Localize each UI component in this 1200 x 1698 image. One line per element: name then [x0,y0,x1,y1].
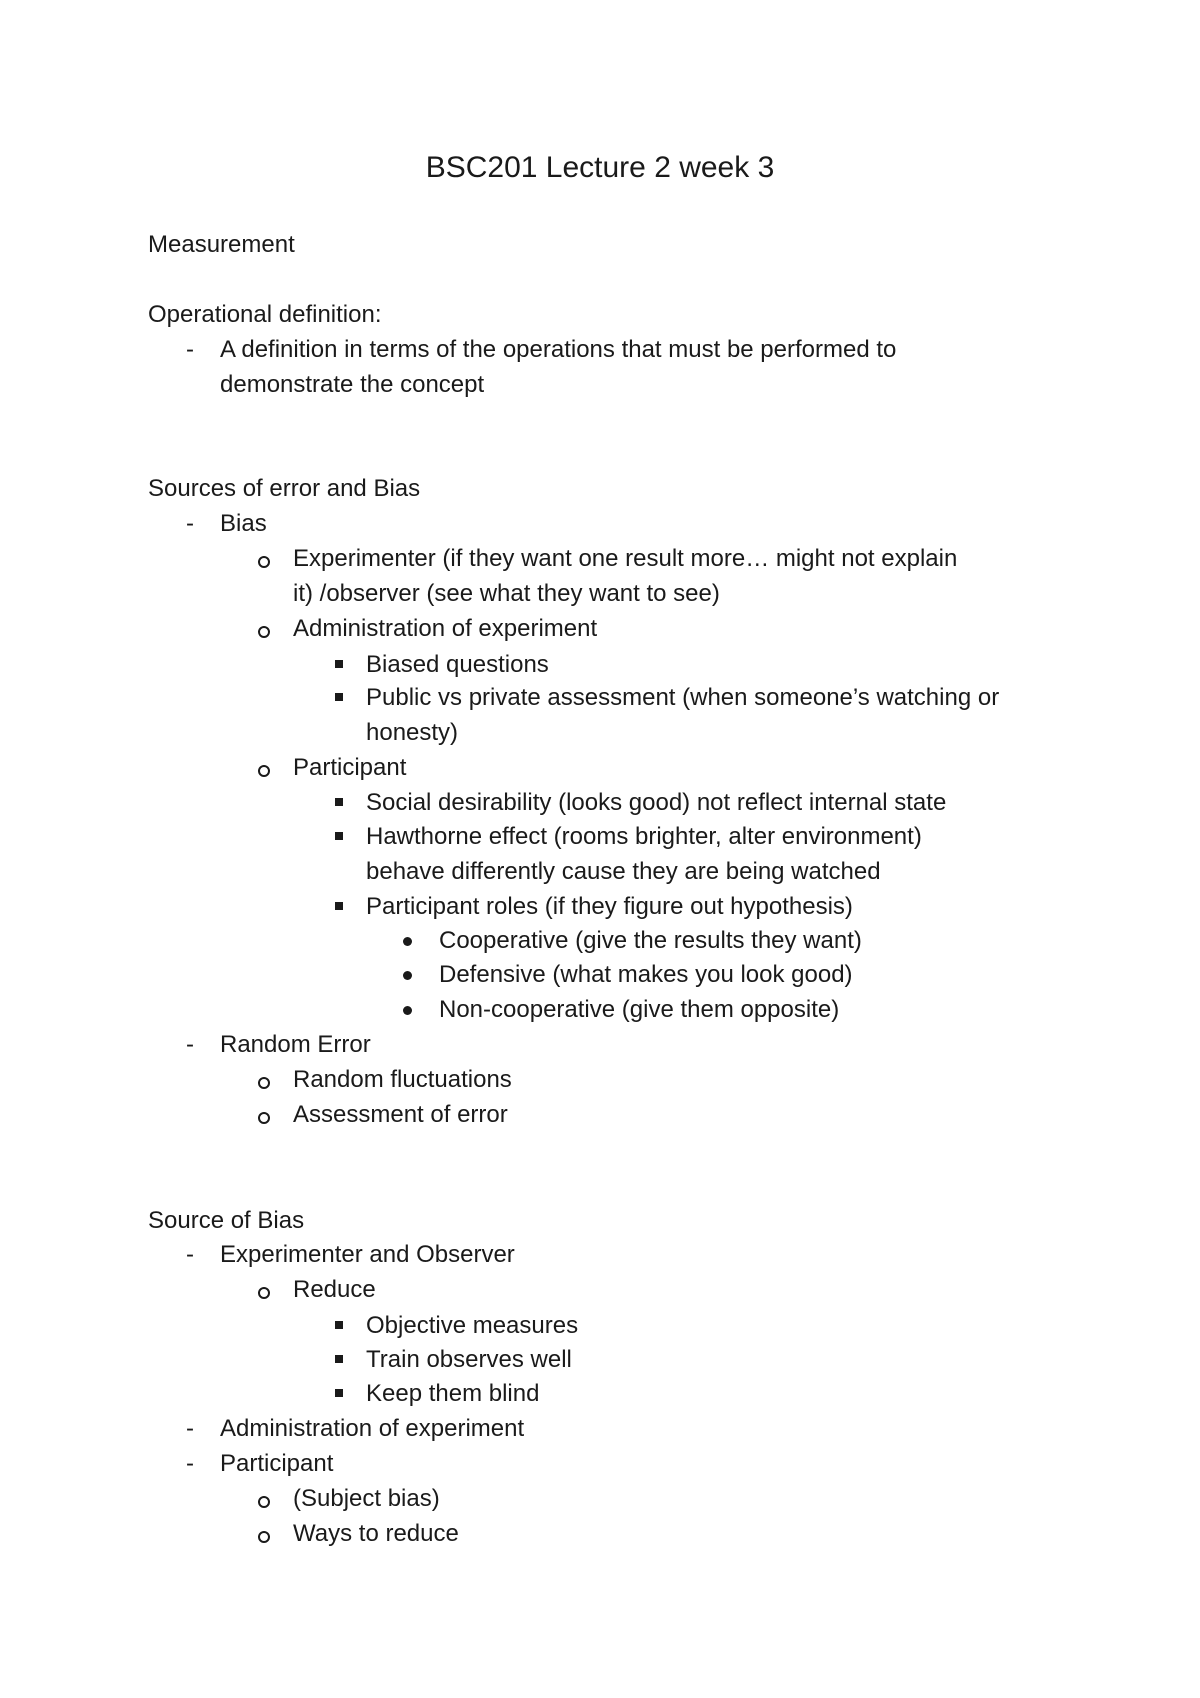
list-item-reduce: Reduce [293,1276,376,1303]
dash-bullet: - [186,510,194,537]
circle-bullet-icon [258,1496,270,1508]
list-item-administration: Administration of experiment [293,615,598,642]
square-bullet-icon [335,902,343,910]
list-item-random-fluctuations: Random fluctuations [293,1066,512,1093]
list-item-biased-questions: Biased questions [366,651,549,678]
section-heading-measurement: Measurement [148,231,295,258]
list-item-defensive: Defensive (what makes you look good) [439,961,853,988]
square-bullet-icon [335,693,343,701]
list-item-experimenter-line1: Experimenter (if they want one result more… might not explain [293,545,958,572]
operational-definition-text-line1: A definition in terms of the operations that must be performed to [220,336,897,363]
section-heading-sources-error-bias: Sources of error and Bias [148,475,421,502]
square-bullet-icon [335,1389,343,1397]
list-item-participant-roles: Participant roles (if they figure out hypothesis) [366,893,853,920]
list-item-bias: Bias [220,510,267,537]
operational-definition-label: Operational definition: [148,301,382,328]
list-item-subject-bias: (Subject bias) [293,1485,440,1512]
list-item-cooperative: Cooperative (give the results they want) [439,927,862,954]
circle-bullet-icon [258,626,270,638]
section-heading-source-of-bias: Source of Bias [148,1207,305,1234]
square-bullet-icon [335,798,343,806]
round-bullet-icon [403,937,412,946]
square-bullet-icon [335,660,343,668]
list-item-assessment-error: Assessment of error [293,1101,508,1128]
dash-bullet: - [186,336,194,363]
list-item-public-private-line2: honesty) [366,719,459,746]
list-item-objective-measures: Objective measures [366,1312,579,1339]
list-item-participant: Participant [220,1450,334,1477]
list-item-non-cooperative: Non-cooperative (give them opposite) [439,996,840,1023]
circle-bullet-icon [258,1112,270,1124]
dash-bullet: - [186,1415,194,1442]
round-bullet-icon [403,971,412,980]
list-item-experimenter-observer: Experimenter and Observer [220,1241,515,1268]
list-item-experimenter-line2: it) /observer (see what they want to see) [293,580,720,607]
list-item-participant: Participant [293,754,407,781]
circle-bullet-icon [258,765,270,777]
list-item-random-error: Random Error [220,1031,371,1058]
operational-definition-text-line2: demonstrate the concept [220,371,485,398]
page-title: BSC201 Lecture 2 week 3 [425,151,775,184]
circle-bullet-icon [258,1531,270,1543]
list-item-keep-blind: Keep them blind [366,1380,540,1407]
dash-bullet: - [186,1241,194,1268]
list-item-administration-experiment: Administration of experiment [220,1415,525,1442]
dash-bullet: - [186,1031,194,1058]
list-item-hawthorne-line1: Hawthorne effect (rooms brighter, alter environment) [366,823,922,850]
square-bullet-icon [335,1321,343,1329]
square-bullet-icon [335,1355,343,1363]
square-bullet-icon [335,832,343,840]
circle-bullet-icon [258,1287,270,1299]
list-item-public-private-line1: Public vs private assessment (when someone’s watching or [366,684,1000,711]
list-item-hawthorne-line2: behave differently cause they are being watched [366,858,881,885]
list-item-train-observers: Train observes well [366,1346,572,1373]
round-bullet-icon [403,1006,412,1015]
dash-bullet: - [186,1450,194,1477]
circle-bullet-icon [258,1077,270,1089]
list-item-social-desirability: Social desirability (looks good) not reflect internal state [366,789,947,816]
list-item-ways-to-reduce: Ways to reduce [293,1520,459,1547]
circle-bullet-icon [258,556,270,568]
